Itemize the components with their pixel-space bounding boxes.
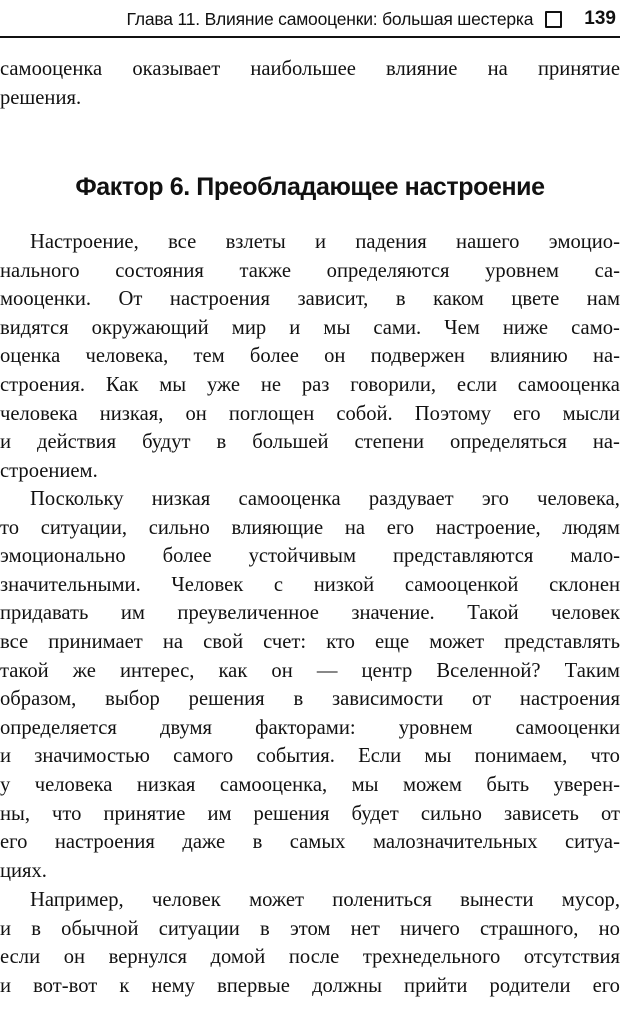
chapter-title: Глава 11. Влияние самооценки: большая шестерка <box>126 8 534 29</box>
text-line: решения. <box>0 86 82 109</box>
text-line: строения. Как мы уже не раз говорили, если самооценка <box>0 373 620 396</box>
text-line: если он вернулся домой после трехнедельного отсутствия <box>0 946 620 969</box>
text-line: строением. <box>0 459 98 482</box>
text-line: и значимостью самого события. Если мы понимаем, что <box>0 745 620 768</box>
intro-text <box>0 55 620 112</box>
text-line: нального состояния также определяются уровнем са- <box>0 259 620 282</box>
text-line: самооценка оказывает наибольшее влияние на принятие <box>0 58 620 80</box>
text-line: значительными. Человек с низкой самооценкой склонен <box>0 573 620 596</box>
paragraph-1 <box>0 228 620 485</box>
page-number: 139 <box>584 8 616 29</box>
text-line: его настроения даже в самых малозначительных ситуа- <box>0 831 620 854</box>
text-line: видятся окружающий мир и мы сами. Чем ниже само- <box>0 316 620 339</box>
text-line: Например, человек может полениться вынести мусор, <box>30 889 620 911</box>
text-line: мооценки. От настроения зависит, в каком цвете нам <box>0 288 620 311</box>
text-line: Поскольку низкая самооценка раздувает эго человека, <box>30 488 620 510</box>
text-line: у человека низкая самооценка, мы можем быть уверен- <box>0 773 620 796</box>
text-line: и в обычной ситуации в этом нет ничего страшного, но <box>0 917 620 940</box>
text-line: такой же интерес, как он — центр Вселенной? Таким <box>0 659 620 682</box>
text-line: определяется двумя факторами: уровнем самооценки <box>0 716 620 739</box>
text-line: эмоционально более устойчивым представляются мало- <box>0 545 620 568</box>
text-line: циях. <box>0 859 47 882</box>
paragraph-2 <box>0 485 620 885</box>
square-bullet-icon <box>545 11 562 28</box>
text-line: придавать им преувеличенное значение. Такой человек <box>0 602 620 625</box>
text-line: и действия будут в большей степени определяться на- <box>0 431 620 454</box>
paragraph-3 <box>0 886 620 1000</box>
text-line: и вот-вот к нему впервые должны прийти родители его <box>0 974 620 997</box>
text-line: ны, что принятие им решения будет сильно зависеть от <box>0 802 620 825</box>
running-header <box>0 0 620 38</box>
text-line: образом, выбор решения в зависимости от настроения <box>0 688 620 711</box>
section-heading: Фактор 6. Преобладающее настроение <box>75 173 545 201</box>
text-line: Настроение, все взлеты и падения нашего эмоцио- <box>30 231 620 253</box>
text-line: человека низкая, он поглощен собой. Поэтому его мысли <box>0 402 620 425</box>
text-line: все принимает на свой счет: кто еще может представлять <box>0 630 620 653</box>
text-line: то ситуации, сильно влияющие на его настроение, людям <box>0 516 620 539</box>
text-line: оценка человека, тем более он подвержен влиянию на- <box>0 345 620 368</box>
